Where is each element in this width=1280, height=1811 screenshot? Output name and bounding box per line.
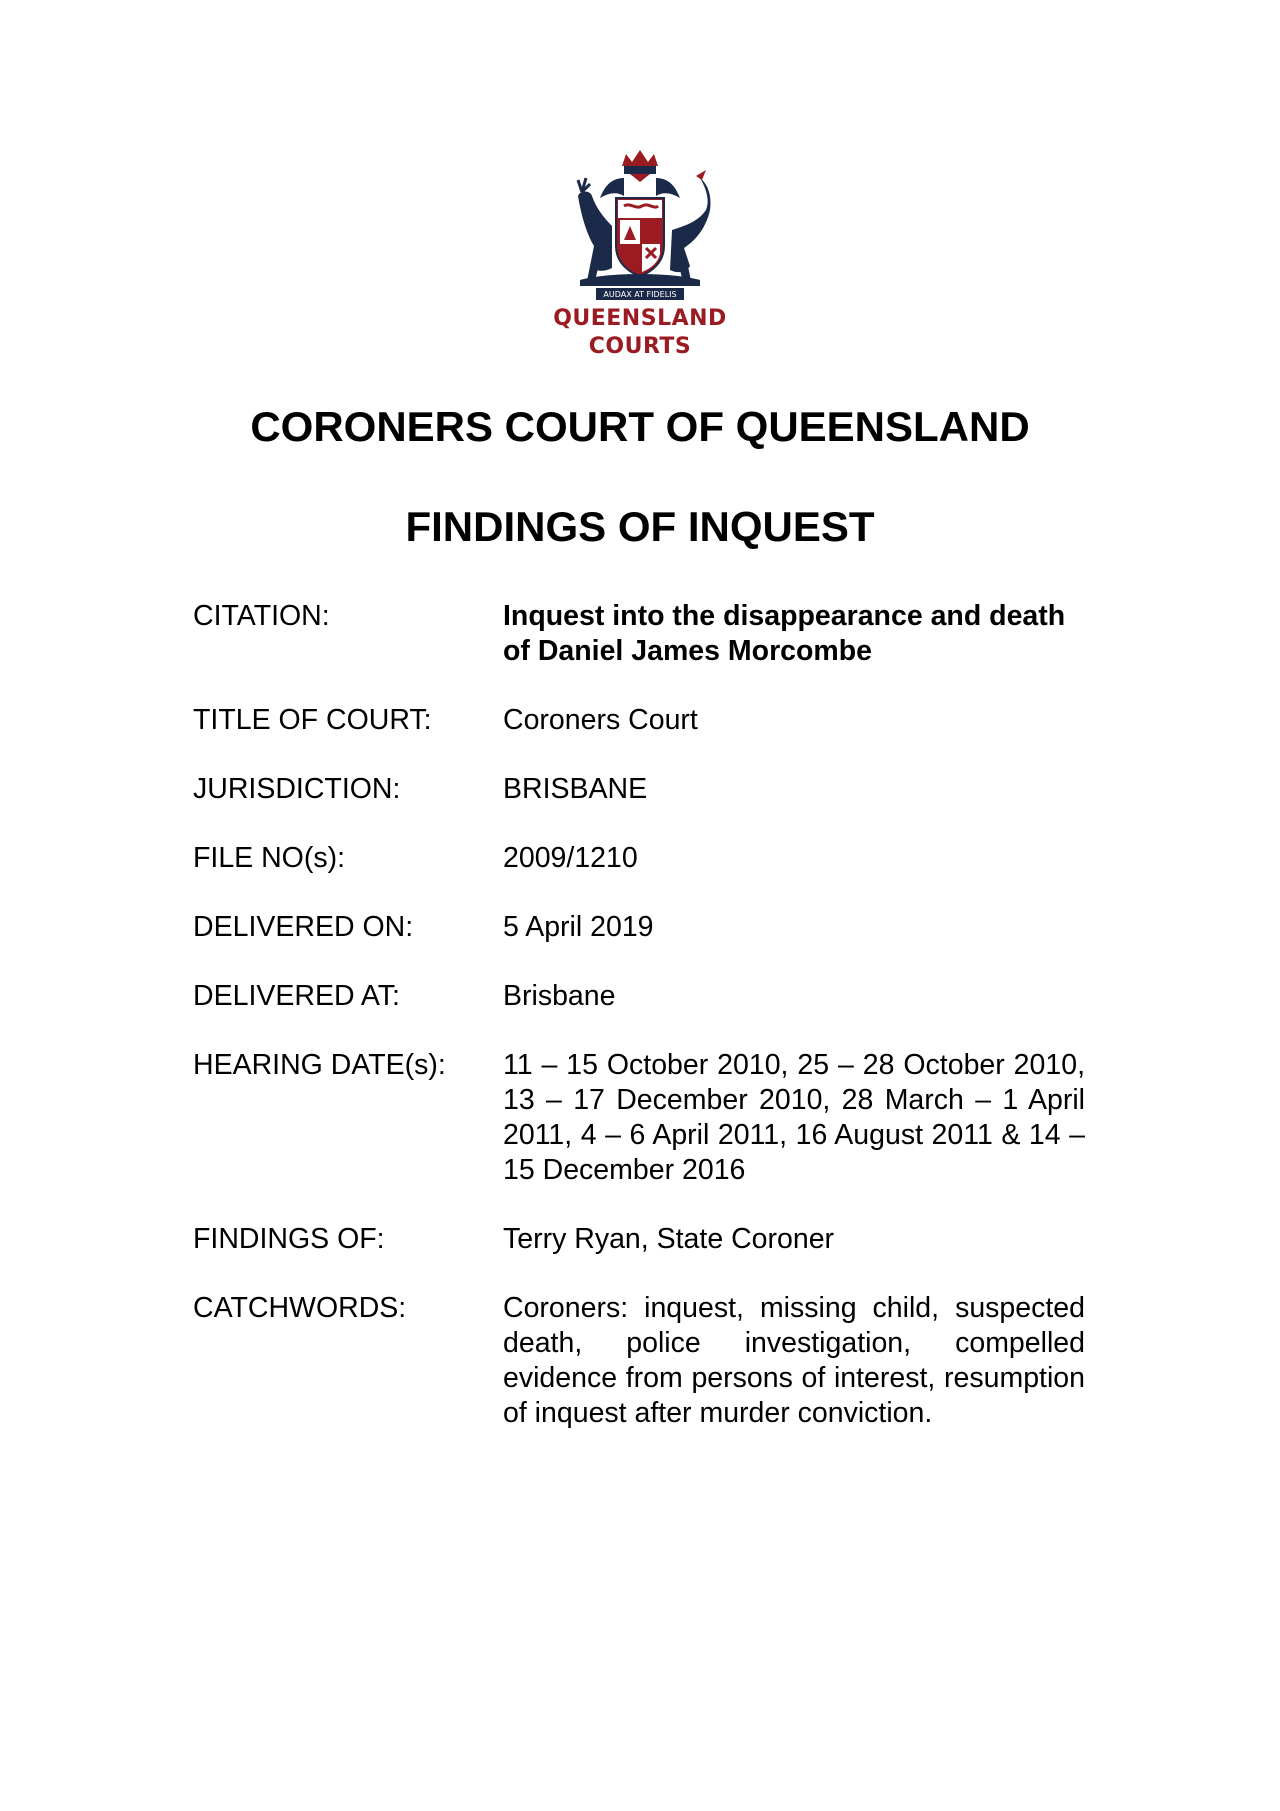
field-value: 5 April 2019 <box>503 911 654 943</box>
field-value: Terry Ryan, State Coroner <box>503 1223 835 1255</box>
field-hearing-dates <box>193 1048 1093 1188</box>
field-value: Brisbane <box>503 980 616 1012</box>
case-details <box>193 599 1093 1465</box>
field-label: FILE NO(s): <box>193 842 346 874</box>
field-value: BRISBANE <box>503 773 648 805</box>
field-jurisdiction <box>193 772 1093 807</box>
queensland-courts-crest-icon <box>560 148 720 302</box>
field-label: FINDINGS OF: <box>193 1223 385 1255</box>
field-delivered-on <box>193 910 1093 945</box>
field-title-of-court <box>193 703 1093 738</box>
field-label: CATCHWORDS: <box>193 1292 407 1324</box>
field-label: TITLE OF COURT: <box>193 704 432 736</box>
field-value: 11 – 15 October 2010, 25 – 28 October 2010, 13 – 17 December 2010, 28 March – 1 April 2011, 4 – 6 April 2011, 16 August 2011 & 14 – 15 December 2016 <box>503 1049 1085 1186</box>
field-catchwords <box>193 1291 1093 1431</box>
field-value: 2009/1210 <box>503 842 638 874</box>
court-heading: CORONERS COURT OF QUEENSLAND <box>250 403 1030 450</box>
document-heading: FINDINGS OF INQUEST <box>405 503 875 550</box>
org-name-line1: QUEENSLAND <box>553 306 727 331</box>
field-label: CITATION: <box>193 600 330 632</box>
org-name-line2: COURTS <box>588 334 692 359</box>
field-label: DELIVERED ON: <box>193 911 414 943</box>
field-delivered-at <box>193 979 1093 1014</box>
field-value: Coroners Court <box>503 704 698 736</box>
crest-motto: AUDAX AT FIDELIS <box>603 290 677 299</box>
field-label: HEARING DATE(s): <box>193 1049 446 1081</box>
field-label: DELIVERED AT: <box>193 980 400 1012</box>
field-label: JURISDICTION: <box>193 773 401 805</box>
field-findings-of <box>193 1222 1093 1257</box>
field-value: Coroners: inquest, missing child, suspected death, police investigation, compelled evidence from persons of interest, resumption of inquest after murder conviction. <box>503 1292 1085 1429</box>
field-citation <box>193 599 1093 669</box>
field-file-no <box>193 841 1093 876</box>
field-value: Inquest into the disappearance and death of Daniel James Morcombe <box>503 600 1066 667</box>
